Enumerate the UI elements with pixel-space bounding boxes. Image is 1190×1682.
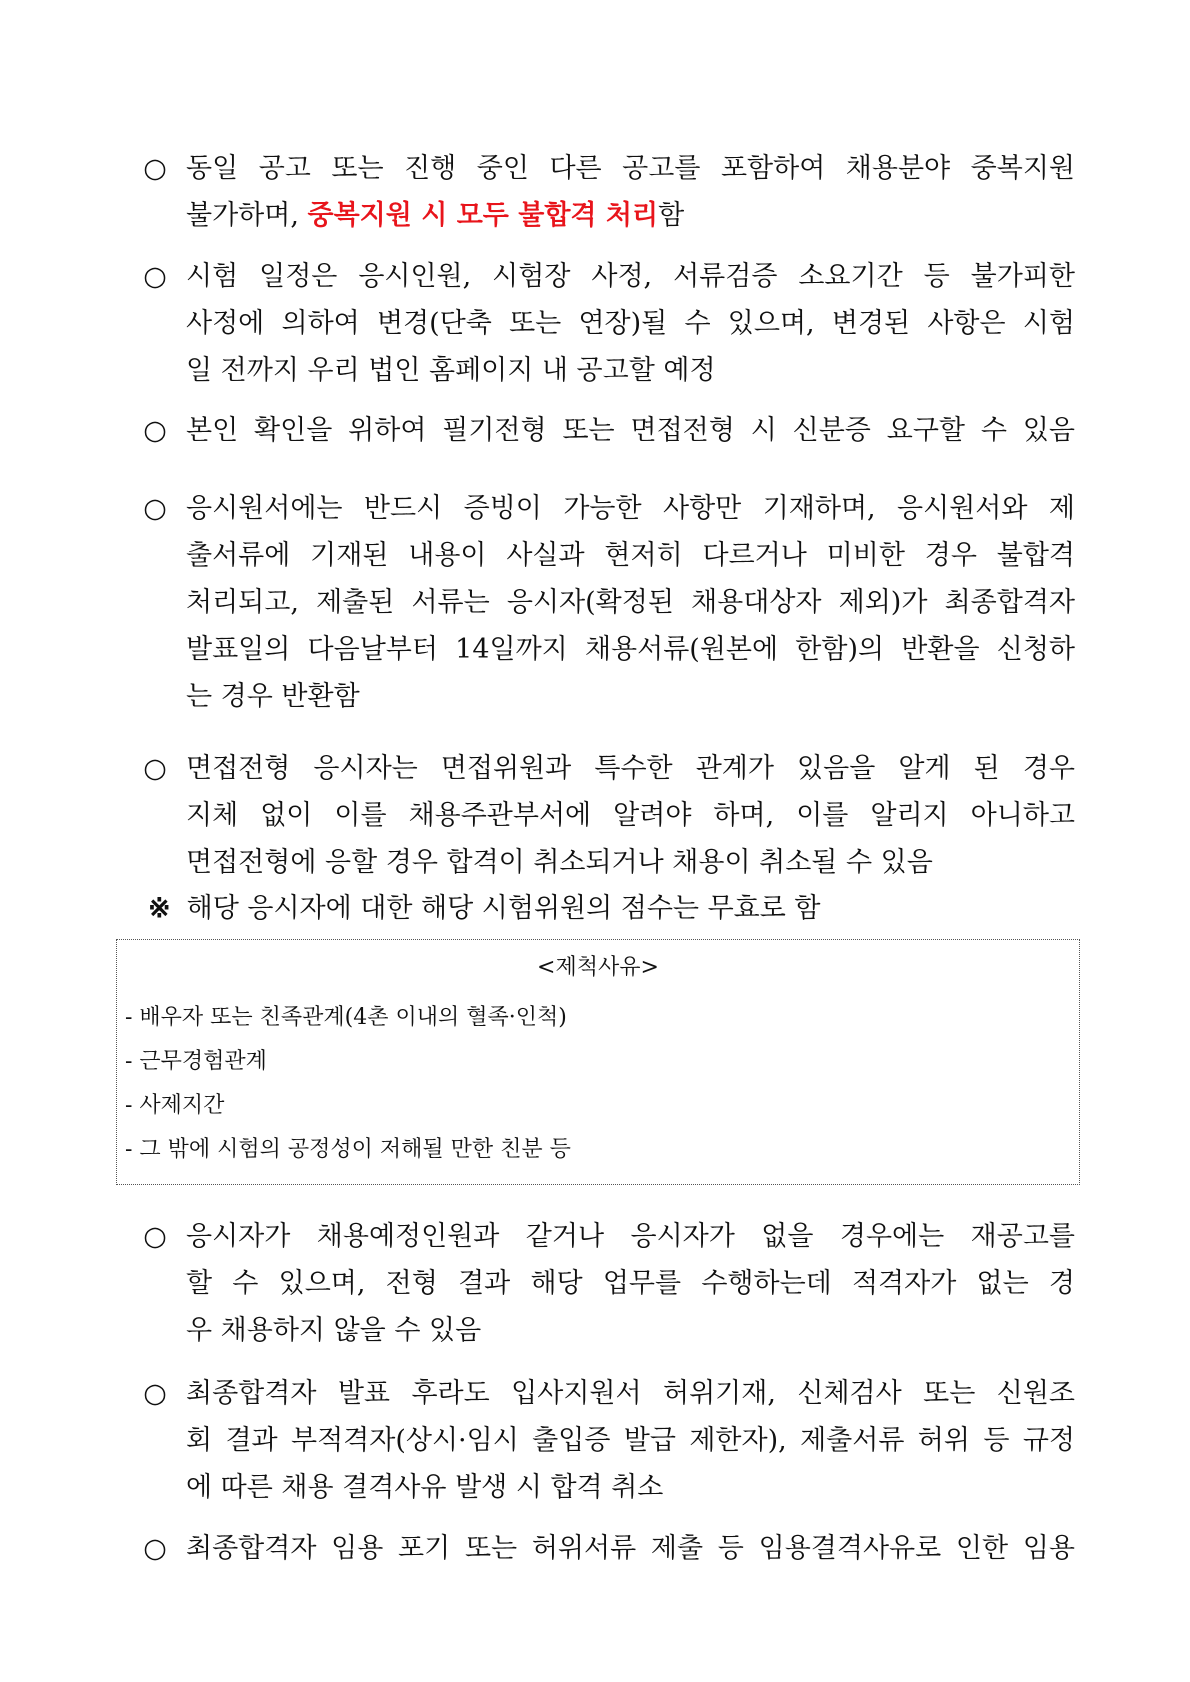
notice-item-4 — [140, 485, 1075, 720]
notice-line: 우 채용하지 않을 수 있음 — [186, 1315, 482, 1346]
notice-item-3 — [140, 407, 1075, 454]
notice-text: 불가하며, — [186, 200, 308, 231]
notice-line: 발표일의 다음날부터 14일까지 채용서류(원본에 한함)의 반환을 신청하 — [186, 634, 1075, 665]
reference-note — [148, 885, 821, 932]
circle-bullet-icon: ○ — [143, 1221, 167, 1252]
notice-line: 최종합격자 발표 후라도 입사지원서 허위기재, 신체검사 또는 신원조 — [186, 1378, 1075, 1409]
exclusion-reasons-box — [116, 939, 1080, 1185]
circle-bullet-icon: ○ — [143, 261, 167, 292]
notice-line: 에 따른 채용 결격사유 발생 시 합격 취소 — [186, 1472, 664, 1503]
notice-item-6 — [140, 1213, 1075, 1354]
notice-item-5 — [140, 745, 1075, 886]
red-highlight-text: 중복지원 시 모두 불합격 처리 — [307, 200, 659, 231]
circle-bullet-icon: ○ — [143, 1378, 167, 1409]
box-title: <제척사유> — [537, 955, 659, 980]
notice-line: 응시자가 채용예정인원과 같거나 응시자가 없을 경우에는 재공고를 — [186, 1221, 1075, 1252]
notice-line: 일 전까지 우리 법인 홈페이지 내 공고할 예정 — [186, 355, 716, 386]
box-row: - 근무경험관계 — [125, 1049, 267, 1074]
notice-line — [186, 192, 1075, 239]
notice-line: 할 수 있으며, 전형 결과 해당 업무를 수행하는데 적격자가 없는 경 — [186, 1268, 1075, 1299]
notice-line: 응시원서에는 반드시 증빙이 가능한 사항만 기재하며, 응시원서와 제 — [186, 493, 1075, 524]
box-row: - 그 밖에 시험의 공정성이 저해될 만한 친분 등 — [125, 1137, 571, 1162]
notice-line: 출서류에 기재된 내용이 사실과 현저히 다르거나 미비한 경우 불합격 — [186, 540, 1075, 571]
circle-bullet-icon: ○ — [143, 753, 167, 784]
notice-line: 회 결과 부적격자(상시·임시 출입증 발급 제한자), 제출서류 허위 등 규정 — [186, 1425, 1075, 1456]
circle-bullet-icon: ○ — [143, 493, 167, 524]
box-row: - 사제지간 — [125, 1093, 225, 1118]
reference-mark-icon: ※ — [148, 893, 171, 924]
circle-bullet-icon: ○ — [143, 153, 167, 184]
notice-item-8 — [140, 1525, 1075, 1572]
notice-item-1 — [140, 145, 1075, 239]
notice-item-7 — [140, 1370, 1075, 1511]
notice-line: 시험 일정은 응시인원, 시험장 사정, 서류검증 소요기간 등 불가피한 — [186, 261, 1075, 292]
note-text: 해당 응시자에 대한 해당 시험위원의 점수는 무효로 함 — [186, 893, 821, 924]
notice-line: 최종합격자 임용 포기 또는 허위서류 제출 등 임용결격사유로 인한 임용 — [186, 1533, 1075, 1564]
circle-bullet-icon: ○ — [143, 415, 167, 446]
notice-line: 사정에 의하여 변경(단축 또는 연장)될 수 있으며, 변경된 사항은 시험 — [186, 308, 1075, 339]
notice-line: 동일 공고 또는 진행 중인 다른 공고를 포함하여 채용분야 중복지원 — [186, 153, 1075, 184]
notice-line: 처리되고, 제출된 서류는 응시자(확정된 채용대상자 제외)가 최종합격자 — [186, 587, 1075, 618]
notice-line: 면접전형 응시자는 면접위원과 특수한 관계가 있음을 알게 된 경우 — [186, 753, 1075, 784]
circle-bullet-icon: ○ — [143, 1533, 167, 1564]
notice-line: 는 경우 반환함 — [186, 681, 360, 712]
notice-item-2 — [140, 253, 1075, 394]
box-row: - 배우자 또는 친족관계(4촌 이내의 혈족·인척) — [125, 1005, 567, 1030]
notice-line: 면접전형에 응할 경우 합격이 취소되거나 채용이 취소될 수 있음 — [186, 847, 933, 878]
notice-line: 본인 확인을 위하여 필기전형 또는 면접전형 시 신분증 요구할 수 있음 — [186, 415, 1075, 446]
notice-text: 함 — [658, 200, 685, 231]
notice-line: 지체 없이 이를 채용주관부서에 알려야 하며, 이를 알리지 아니하고 — [186, 800, 1075, 831]
